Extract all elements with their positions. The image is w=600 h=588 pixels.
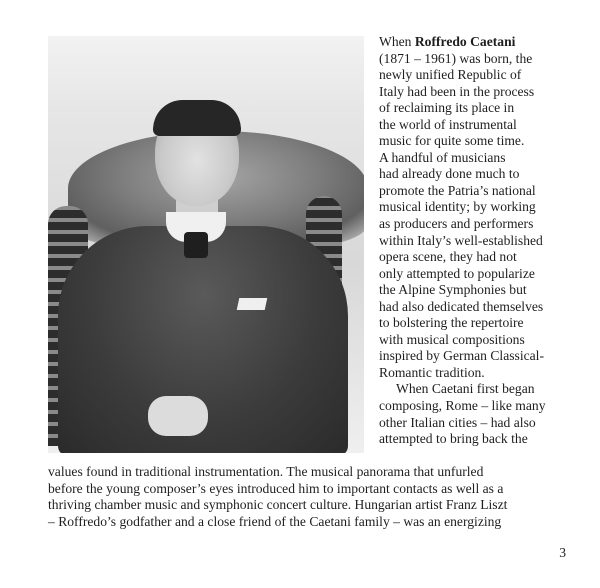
text-line: A handful of musicians: [379, 149, 506, 165]
pocket-square: [237, 298, 268, 310]
text-line: as producers and performers: [379, 216, 534, 232]
necktie: [184, 232, 208, 258]
text-line: music for quite some time.: [379, 133, 525, 149]
text-line: the Alpine Symphonies but: [379, 282, 527, 298]
full-width-paragraph: [48, 464, 568, 530]
text-line: inspired by German Classical-: [379, 348, 544, 364]
portrait-photograph: [48, 36, 364, 453]
text-line: before the young composer’s eyes introduced him to important contacts as well as a: [48, 480, 504, 496]
text-line: had also dedicated themselves: [379, 298, 544, 314]
text-fragment: When: [379, 34, 415, 49]
text-line: thriving chamber music and symphonic concert culture. Hungarian artist Franz Liszt: [48, 497, 508, 513]
text-line: of reclaiming its place in: [379, 100, 515, 116]
text-line: opera scene, they had not: [379, 249, 517, 265]
page-number: 3: [559, 545, 566, 560]
text-line: (1871 – 1961) was born, the: [379, 50, 533, 66]
composer-name: Roffredo Caetani: [414, 34, 516, 49]
text-line: values found in traditional instrumentation. The musical panorama that unfurled: [48, 464, 484, 479]
hand: [148, 396, 208, 436]
text-line: only attempted to popularize: [379, 265, 535, 281]
text-column: [379, 34, 579, 448]
text-line: – Roffredo’s godfather and a close friend of the Caetani family – was an energizing: [48, 513, 502, 529]
text-line: [379, 34, 579, 51]
text-line: with musical compositions: [379, 331, 525, 347]
text-line: to bolstering the repertoire: [379, 315, 524, 331]
text-line: other Italian cities – had also: [379, 414, 536, 430]
text-line: Italy had been in the process: [379, 83, 535, 99]
text-line: musical identity; by working: [379, 199, 536, 215]
text-line: had already done much to: [379, 166, 520, 182]
text-line: attempted to bring back the: [379, 431, 528, 447]
text-line: within Italy’s well-established: [379, 232, 543, 248]
text-line: Romantic tradition.: [379, 364, 485, 380]
text-line: the world of instrumental: [379, 116, 517, 132]
hair: [153, 100, 241, 136]
text-line: newly unified Republic of: [379, 67, 522, 83]
text-line: composing, Rome – like many: [379, 398, 546, 414]
text-line: promote the Patria’s national: [379, 182, 536, 198]
text-line: When Caetani first began: [396, 381, 535, 397]
